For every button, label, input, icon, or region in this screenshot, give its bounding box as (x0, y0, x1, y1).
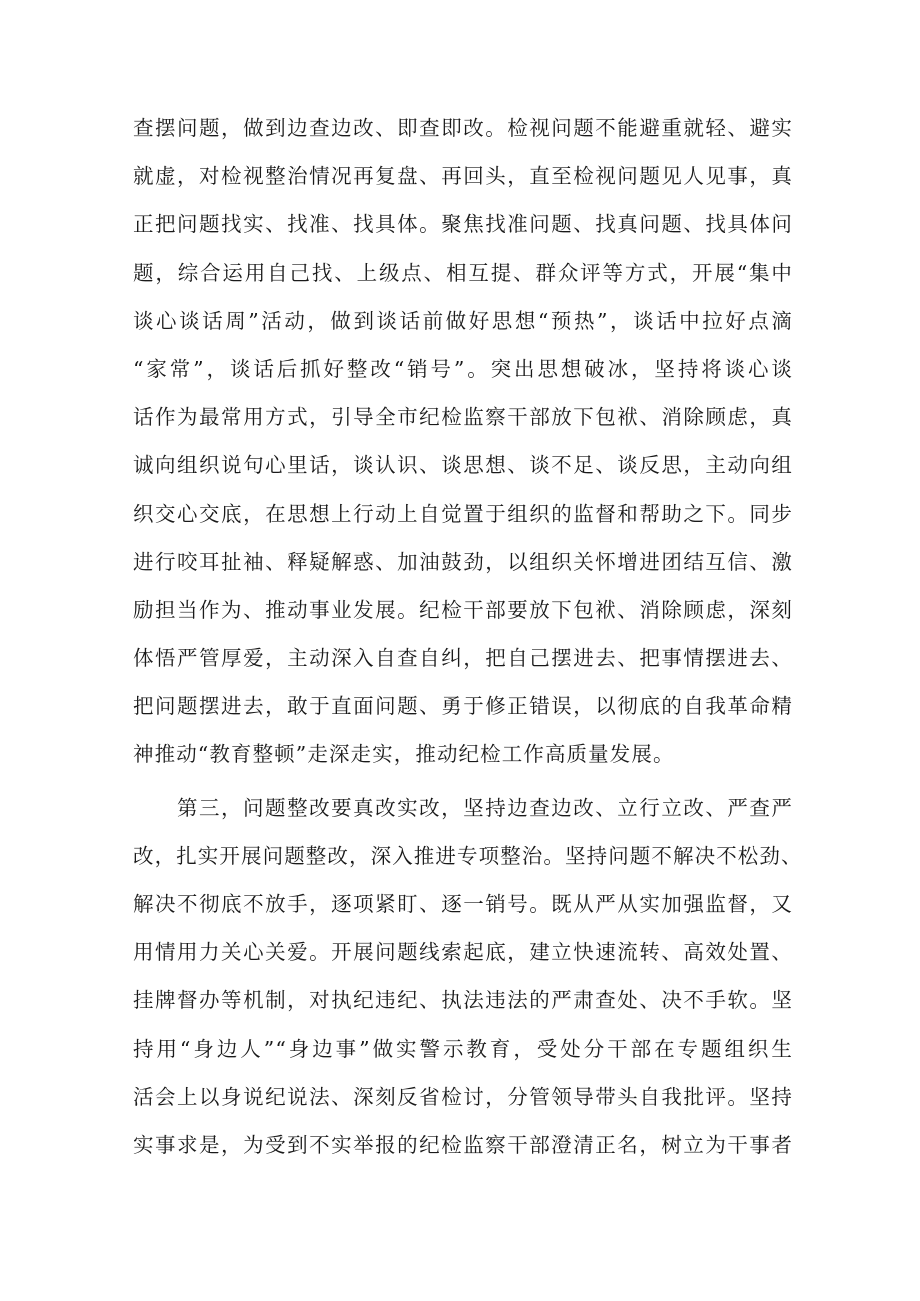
text-line: 挂牌督办等机制，对执纪违纪、执法违法的严肃查处、决不手软。坚 (133, 988, 793, 1013)
text-line: 持用“身边人”“身边事”做实警示教育，受处分干部在专题组织生 (133, 1036, 793, 1061)
text-line: 神推动“教育整顿”走深走实，推动纪检工作高质量发展。 (133, 742, 675, 767)
text-line: 活会上以身说纪说法、深刻反省检讨，分管领导带头自我批评。坚持 (133, 1084, 793, 1109)
text-line: 诚向组织说句心里话，谈认识、谈思想、谈不足、谈反思，主动向组 (133, 453, 793, 478)
text-line: 实事求是，为受到不实举报的纪检监察干部澄清正名，树立为干事者 (133, 1132, 793, 1157)
text-line: 题，综合运用自己找、上级点、相互提、群众评等方式，开展“集中 (133, 260, 793, 285)
text-line: 第三，问题整改要真改实改，坚持边查边改、立行立改、严查严 (177, 795, 793, 820)
text-line: “家常”，谈话后抓好整改“销号”。突出思想破冰，坚持将谈心谈 (133, 356, 793, 381)
text-line: 励担当作为、推动事业发展。纪检干部要放下包袱、消除顾虑，深刻 (133, 597, 793, 622)
text-line: 就虚，对检视整治情况再复盘、再回头，直至检视问题见人见事，真 (133, 164, 793, 189)
text-line: 解决不彻底不放手，逐项紧盯、逐一销号。既从严从实加强监督，又 (133, 892, 793, 916)
text-line: 进行咬耳扯袖、释疑解惑、加油鼓劲，以组织关怀增进团结互信、激 (133, 549, 793, 574)
text-line: 查摆问题，做到边查边改、即查即改。检视问题不能避重就轻、避实 (133, 116, 793, 140)
text-line: 话作为最常用方式，引导全市纪检监察干部放下包袱、消除顾虑，真 (133, 405, 793, 430)
text-line: 改，扎实开展问题整改，深入推进专项整治。坚持问题不解决不松劲、 (133, 843, 803, 868)
text-line: 用情用力关心关爱。开展问题线索起底，建立快速流转、高效处置、 (133, 940, 793, 965)
text-line: 体悟严管厚爱，主动深入自查自纠，把自己摆进去、把事情摆进去、 (133, 646, 793, 671)
text-line: 把问题摆进去，敢于直面问题、勇于修正错误，以彻底的自我革命精 (133, 694, 793, 719)
text-line: 谈心谈话周”活动，做到谈话前做好思想“预热”，谈话中拉好点滴 (133, 308, 793, 333)
document-body (133, 104, 803, 1169)
text-line: 织交心交底，在思想上行动上自觉置于组织的监督和帮助之下。同步 (133, 501, 793, 526)
paragraph (133, 784, 803, 1170)
paragraph (133, 104, 793, 779)
text-line: 正把问题找实、找准、找具体。聚焦找准问题、找真问题、找具体问 (133, 212, 793, 237)
